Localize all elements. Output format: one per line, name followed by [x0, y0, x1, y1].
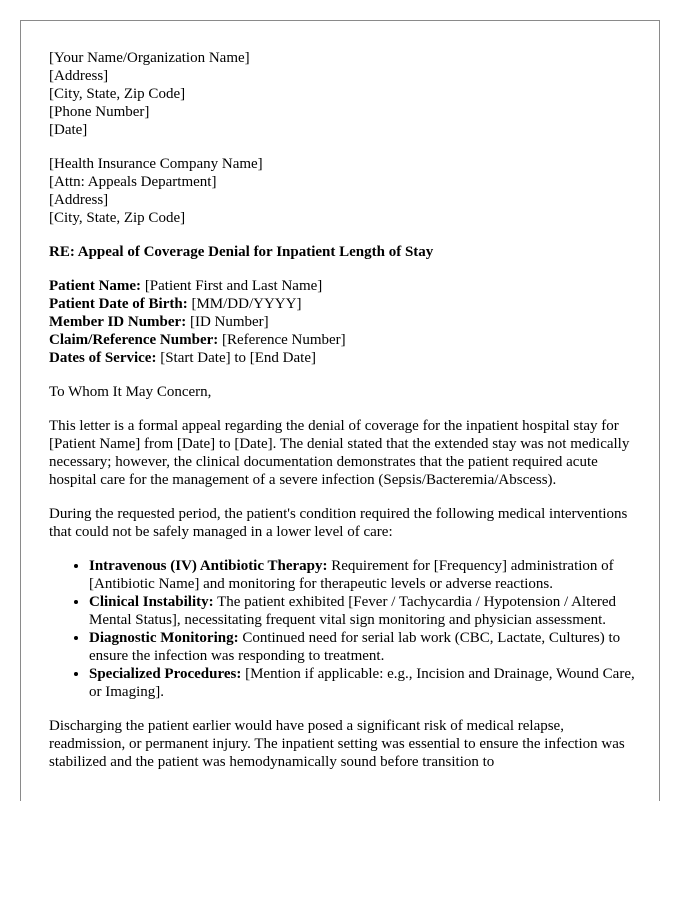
recipient-address: [Address] [49, 192, 109, 208]
list-item-diagnostic-monitoring [89, 629, 639, 665]
field-value: [Patient First and Last Name] [141, 278, 323, 294]
patient-info-block [49, 277, 639, 367]
sender-block [49, 49, 639, 139]
claim-number-field [49, 331, 639, 349]
patient-dob-field [49, 295, 639, 313]
list-item-text: Continued need for serial lab work (CBC, Lactate, Cultures) to ensure the infection was responding to treatment. [89, 630, 621, 664]
field-label: Patient Name: [49, 278, 142, 294]
sender-phone: [Phone Number] [49, 104, 150, 120]
dates-of-service-field [49, 349, 639, 367]
list-item-label: Diagnostic Monitoring: [89, 630, 239, 646]
field-label: Patient Date of Birth: [49, 296, 188, 312]
body-paragraph-2: During the requested period, the patient's condition required the following medical interventions that could not be safely managed in a lower level of care: [49, 506, 628, 540]
body-paragraph-3: Discharging the patient earlier would have posed a significant risk of medical relapse, readmission, or permanent injury. The inpatient setting was essential to ensure the infection was stabilized and the patient was hemodynamically sound before transition to [49, 718, 625, 770]
list-item-label: Intravenous (IV) Antibiotic Therapy: [89, 558, 328, 574]
field-label: Claim/Reference Number: [49, 332, 219, 348]
field-label: Member ID Number: [49, 314, 187, 330]
list-item-specialized-procedures [89, 665, 639, 701]
field-label: Dates of Service: [49, 350, 157, 366]
recipient-city-state-zip: [City, State, Zip Code] [49, 210, 186, 226]
list-item-clinical-instability [89, 593, 639, 629]
field-value: [ID Number] [186, 314, 269, 330]
list-item-text: [Mention if applicable: e.g., Incision and Drainage, Wound Care, or Imaging]. [89, 666, 635, 700]
member-id-field [49, 313, 639, 331]
interventions-list [49, 557, 639, 701]
subject-line: RE: Appeal of Coverage Denial for Inpatient Length of Stay [49, 244, 434, 260]
recipient-attn: [Attn: Appeals Department] [49, 174, 217, 190]
recipient-block [49, 155, 639, 227]
sender-date: [Date] [49, 122, 88, 138]
recipient-company: [Health Insurance Company Name] [49, 156, 263, 172]
field-value: [Reference Number] [218, 332, 346, 348]
patient-name-field [49, 277, 639, 295]
sender-address: [Address] [49, 68, 109, 84]
letter-content [49, 49, 639, 787]
list-item-iv-antibiotic [89, 557, 639, 593]
field-value: [Start Date] to [End Date] [156, 350, 316, 366]
list-item-label: Specialized Procedures: [89, 666, 242, 682]
list-item-text: Requirement for [Frequency] administration of [Antibiotic Name] and monitoring for therapeutic levels or adverse reactions. [89, 558, 614, 592]
body-paragraph-1: This letter is a formal appeal regarding the denial of coverage for the inpatient hospital stay for [Patient Name] from [Date] to [Date]. The denial stated that the extended stay was not medically necessary; however, the clinical documentation demonstrates that the patient required acute hospital care for the management of a severe infection (Sepsis/Bacteremia/Abscess). [49, 418, 630, 488]
salutation: To Whom It May Concern, [49, 384, 212, 400]
sender-name: [Your Name/Organization Name] [49, 50, 250, 66]
list-item-text: The patient exhibited [Fever / Tachycardia / Hypotension / Altered Mental Status], necessitating frequent vital sign monitoring and physician assessment. [89, 594, 617, 628]
letter-page [20, 20, 660, 801]
sender-city-state-zip: [City, State, Zip Code] [49, 86, 186, 102]
field-value: [MM/DD/YYYY] [187, 296, 302, 312]
list-item-label: Clinical Instability: [89, 594, 214, 610]
